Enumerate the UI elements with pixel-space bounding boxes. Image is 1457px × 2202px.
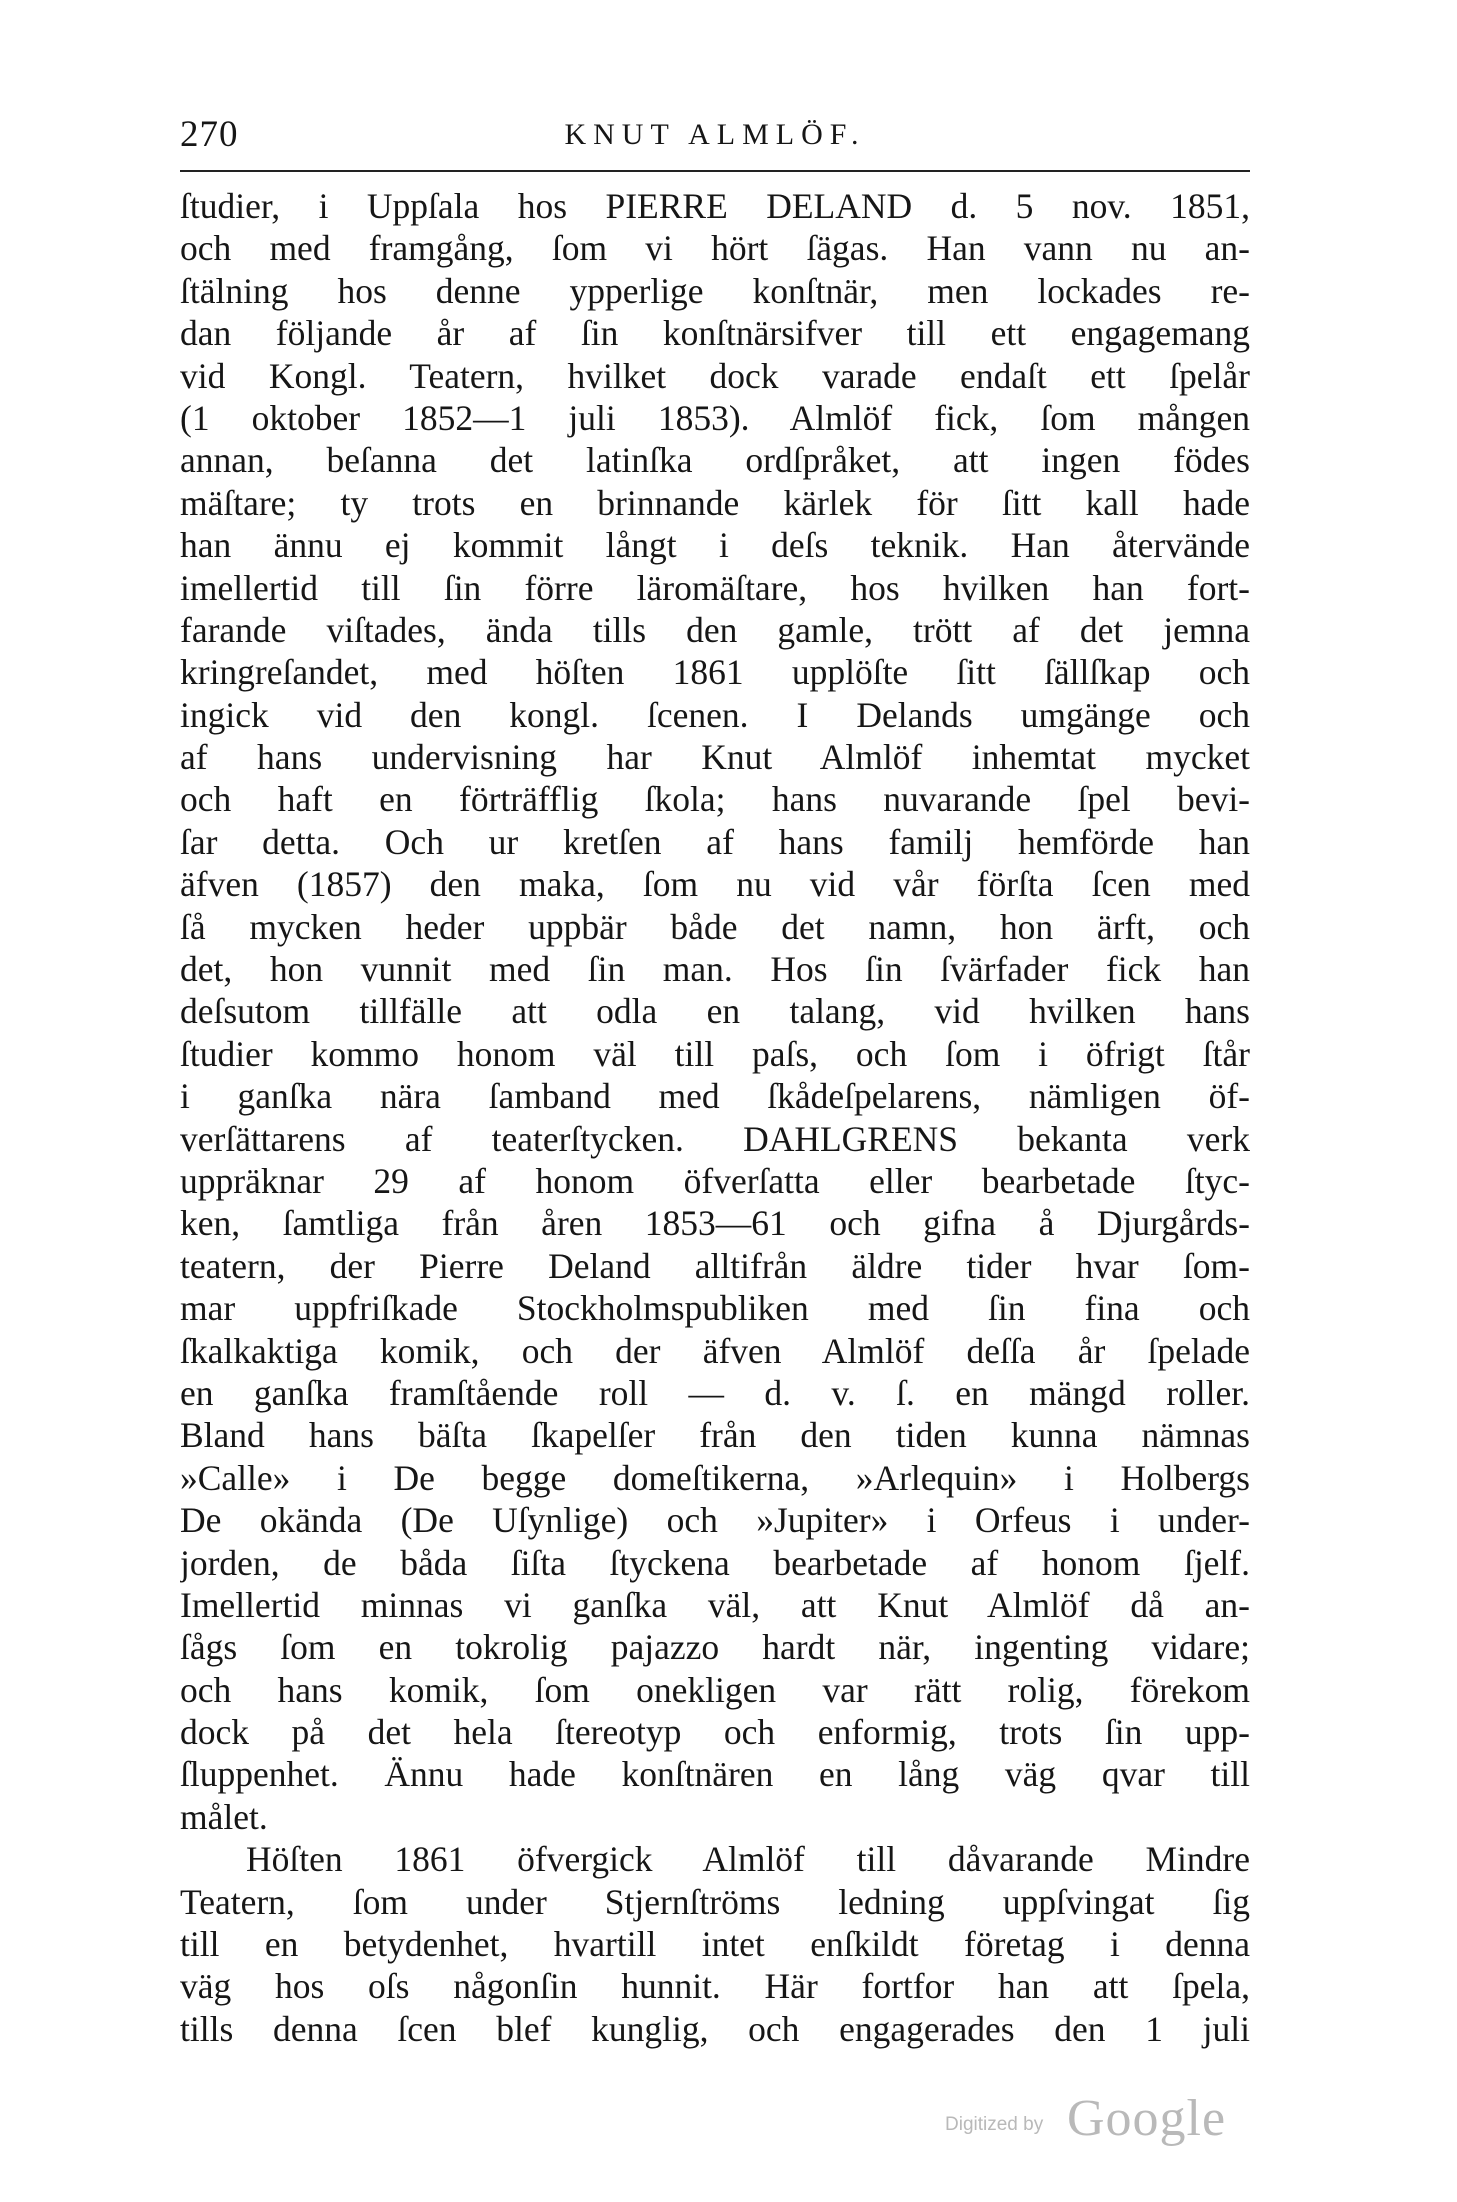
text-line: mäſtare; ty trots en brinnande kärlek för ſitt kall hade bbox=[180, 482, 1250, 523]
text-line: annan, beſanna det latinſka ordſpråket, att ingen födes bbox=[180, 440, 1250, 481]
text-line: dock på det hela ſtereotyp och enformig, trots ſin upp- bbox=[180, 1712, 1250, 1753]
text-line: Imellertid minnas vi ganſka väl, att Knut Almlöf då an- bbox=[180, 1584, 1250, 1625]
text-line: ſtälning hos denne ypperlige konſtnär, men lockades re- bbox=[180, 270, 1250, 311]
text-line: en ganſka framſtående roll — d. v. ſ. en mängd roller. bbox=[180, 1372, 1250, 1413]
text-line: Teatern, ſom under Stjernſtröms ledning uppſvingat ſig bbox=[180, 1881, 1250, 1922]
page-number: 270 bbox=[180, 114, 239, 155]
watermark-prefix: Digitized by bbox=[945, 2114, 1044, 2135]
running-head: KNUT ALMLÖF. bbox=[564, 118, 866, 151]
text-line: imellertid till ſin förre läromäſtare, hos hvilken han fort- bbox=[180, 567, 1250, 608]
text-line: jorden, de båda ſiſta ſtyckena bearbetade af honom ſjelf. bbox=[180, 1542, 1250, 1583]
page-header bbox=[180, 110, 1250, 160]
text-line: De okända (De Uſynlige) och »Jupiter» i Orfeus i under- bbox=[180, 1500, 1250, 1541]
text-line: ſågs ſom en tokrolig pajazzo hardt när, ingenting vidare; bbox=[180, 1627, 1250, 1668]
text-line: tills denna ſcen blef kunglig, och engagerades den 1 juli bbox=[180, 2008, 1250, 2049]
text-line: i ganſka nära ſamband med ſkådeſpelarens, nämligen öf- bbox=[180, 1076, 1250, 1117]
digitized-by-watermark bbox=[945, 2090, 1245, 2150]
text-line: ſkalkaktiga komik, och der äfven Almlöf deſſa år ſpelade bbox=[180, 1330, 1250, 1371]
body-text bbox=[180, 185, 1250, 2050]
text-line: farande viſtades, ända tills den gamle, trött af det jemna bbox=[180, 609, 1250, 650]
text-line: äfven (1857) den maka, ſom nu vid vår förſta ſcen med bbox=[180, 864, 1250, 905]
text-line: ſar detta. Och ur kretſen af hans familj hemförde han bbox=[180, 821, 1250, 862]
text-line: ſå mycken heder uppbär både det namn, hon ärft, och bbox=[180, 906, 1250, 947]
text-line: deſsutom tillfälle att odla en talang, vid hvilken hans bbox=[180, 991, 1250, 1032]
text-line: ſluppenhet. Ännu hade konſtnären en lång väg qvar till bbox=[180, 1754, 1250, 1795]
text-line: ſtudier, i Uppſala hos PIERRE DELAND d. 5 nov. 1851, bbox=[180, 186, 1250, 226]
text-line: målet. bbox=[180, 1796, 268, 1837]
text-line: till en betydenhet, hvartill intet enſkildt företag i denna bbox=[180, 1924, 1250, 1965]
text-line: verſättarens af teaterſtycken. DAHLGRENS bekanta verk bbox=[180, 1118, 1250, 1159]
text-line: han ännu ej kommit långt i deſs teknik. Han återvände bbox=[180, 525, 1250, 566]
text-line: och haft en förträfflig ſkola; hans nuvarande ſpel bevi- bbox=[180, 779, 1250, 820]
text-line: kringreſandet, med höſten 1861 upplöſte ſitt ſällſkap och bbox=[180, 652, 1250, 693]
text-line: (1 oktober 1852—1 juli 1853). Almlöf fick, ſom mången bbox=[180, 397, 1250, 438]
text-line: af hans undervisning har Knut Almlöf inhemtat mycket bbox=[180, 737, 1250, 778]
text-line: och med framgång, ſom vi hört ſägas. Han vann nu an- bbox=[180, 228, 1250, 269]
text-line: »Calle» i De begge domeſtikerna, »Arlequin» i Holbergs bbox=[180, 1457, 1250, 1498]
text-line: ſtudier kommo honom väl till paſs, och ſom i öfrigt ſtår bbox=[180, 1033, 1250, 1074]
text-line: ken, ſamtliga från åren 1853—61 och gifna å Djurgårds- bbox=[180, 1203, 1250, 1244]
text-line: och hans komik, ſom onekligen var rätt rolig, förekom bbox=[180, 1669, 1250, 1710]
header-rule bbox=[180, 170, 1250, 172]
text-line: uppräknar 29 af honom öfverſatta eller bearbetade ſtyc- bbox=[180, 1160, 1250, 1201]
text-line: det, hon vunnit med ſin man. Hos ſin ſvärfader fick han bbox=[180, 949, 1250, 990]
text-line: vid Kongl. Teatern, hvilket dock varade endaſt ett ſpelår bbox=[180, 355, 1250, 396]
text-line: mar uppfriſkade Stockholmspubliken med ſin fina och bbox=[180, 1288, 1250, 1329]
text-line: dan följande år af ſin konſtnärsifver till ett engagemang bbox=[180, 313, 1250, 354]
text-line: väg hos oſs någonſin hunnit. Här fortfor han att ſpela, bbox=[180, 1966, 1250, 2007]
text-line: teatern, der Pierre Deland alltifrån äldre tider hvar ſom- bbox=[180, 1245, 1250, 1286]
text-line: Bland hans bäſta ſkapelſer från den tiden kunna nämnas bbox=[180, 1415, 1250, 1456]
google-logo: Google bbox=[1067, 2090, 1227, 2147]
text-line: ingick vid den kongl. ſcenen. I Delands umgänge och bbox=[180, 694, 1250, 735]
text-line: Höſten 1861 öfvergick Almlöf till dåvarande Mindre bbox=[246, 1839, 1250, 1880]
